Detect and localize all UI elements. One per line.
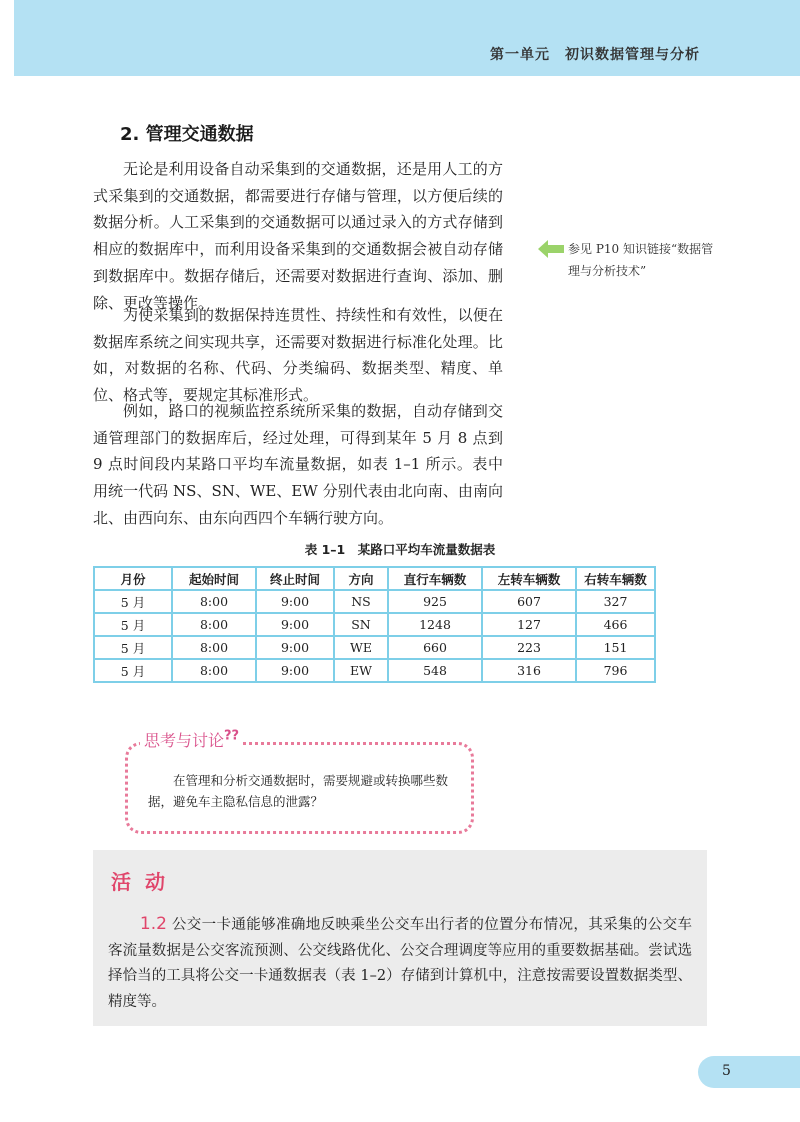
paragraph-standardization [93,302,503,409]
table-cell: 8:00 [172,636,256,659]
table-cell: 1248 [388,613,482,636]
table-cell: 9:00 [256,613,334,636]
page-number-tab [698,1056,800,1088]
table-cell: 466 [576,613,655,636]
column-header: 起始时间 [172,567,256,590]
table-cell: SN [334,613,388,636]
table-cell: 8:00 [172,659,256,682]
discussion-question: 在管理和分析交通数据时，需要规避或转换哪些数据，避免车主隐私信息的泄露？ [148,773,449,809]
side-note-reference [538,238,718,282]
column-header: 左转车辆数 [482,567,576,590]
table-row [94,590,655,613]
table-cell: 660 [388,636,482,659]
activity-number: 1.2 [139,914,167,934]
activity-description: 公交一卡通能够准确地反映乘坐公交车出行者的位置分布情况，其采集的公交车客流量数据是公交客流预测、公交线路优化、公交合理调度等应用的重要数据基础。尝试选择恰当的工具将公交一卡通数据表（表 1–2）存储到计算机中，注意按需要设置数据类型、精度等。 [108,917,693,1010]
page-number: 5 [722,1063,731,1079]
table-cell: EW [334,659,388,682]
table-row [94,659,655,682]
table-cell: NS [334,590,388,613]
table-row [94,613,655,636]
table-cell: 5 月 [94,659,172,682]
paragraph-text: 例如，路口的视频监控系统所采集的数据，自动存储到交通管理部门的数据库后，经过处理，可得到某年 5 月 8 点到 9 点时间段内某路口平均车流量数据，如表 1–1 所示。表中用统一代码 NS、SN、WE、EW 分别代表由北向南、由南向北、由西向东、由东向西四个车辆行驶方向。 [93,402,503,527]
column-header: 直行车辆数 [388,567,482,590]
table-cell: 316 [482,659,576,682]
column-header: 方向 [334,567,388,590]
table-cell: 8:00 [172,613,256,636]
table-cell: 925 [388,590,482,613]
table-cell: 9:00 [256,590,334,613]
column-header: 右转车辆数 [576,567,655,590]
table-cell: 151 [576,636,655,659]
discussion-title-text: 思考与讨论 [144,731,225,750]
table-cell: 223 [482,636,576,659]
paragraph-data-storage [93,156,503,316]
section-heading: 2. 管理交通数据 [120,124,254,145]
table-row [94,636,655,659]
table-cell: 796 [576,659,655,682]
table-header-row [94,567,655,590]
side-note-text: 参见 P10 知识链接“数据管理与分析技术” [568,242,714,278]
table-cell: 9:00 [256,636,334,659]
paragraph-example [93,398,503,532]
paragraph-text: 为使采集到的数据保持连贯性、持续性和有效性，以便在数据库系统之间实现共享，还需要对数据进行标准化处理。比如，对数据的名称、代码、分类编码、数据类型、精度、单位、格式等，要规定其标准形式。 [93,306,503,405]
table-cell: 127 [482,613,576,636]
table-cell: 548 [388,659,482,682]
question-marks-icon: ?? [224,728,240,744]
table-cell: 607 [482,590,576,613]
activity-title: 活动 [111,870,179,894]
page-header [14,0,800,76]
activity-content [108,912,692,1015]
table-cell: 5 月 [94,590,172,613]
table-cell: 5 月 [94,636,172,659]
table-cell: 5 月 [94,613,172,636]
discussion-title [140,728,243,751]
table-cell: 8:00 [172,590,256,613]
arrow-left-icon [538,240,564,258]
table-caption: 表 1–1 某路口平均车流量数据表 [304,542,496,557]
table-cell: WE [334,636,388,659]
unit-title: 第一单元 初识数据管理与分析 [490,47,700,63]
paragraph-text: 无论是利用设备自动采集到的交通数据，还是用人工的方式采集到的交通数据，都需要进行存储与管理，以方便后续的数据分析。人工采集到的交通数据可以通过录入的方式存储到相应的数据库中，而利用设备采集到的交通数据会被自动存储到数据库中。数据存储后，还需要对数据进行查询、添加、删除、更改等操作。 [93,160,503,312]
table-cell: 327 [576,590,655,613]
column-header: 月份 [94,567,172,590]
traffic-flow-table [93,566,656,683]
column-header: 终止时间 [256,567,334,590]
table-cell: 9:00 [256,659,334,682]
discussion-text [148,770,458,812]
